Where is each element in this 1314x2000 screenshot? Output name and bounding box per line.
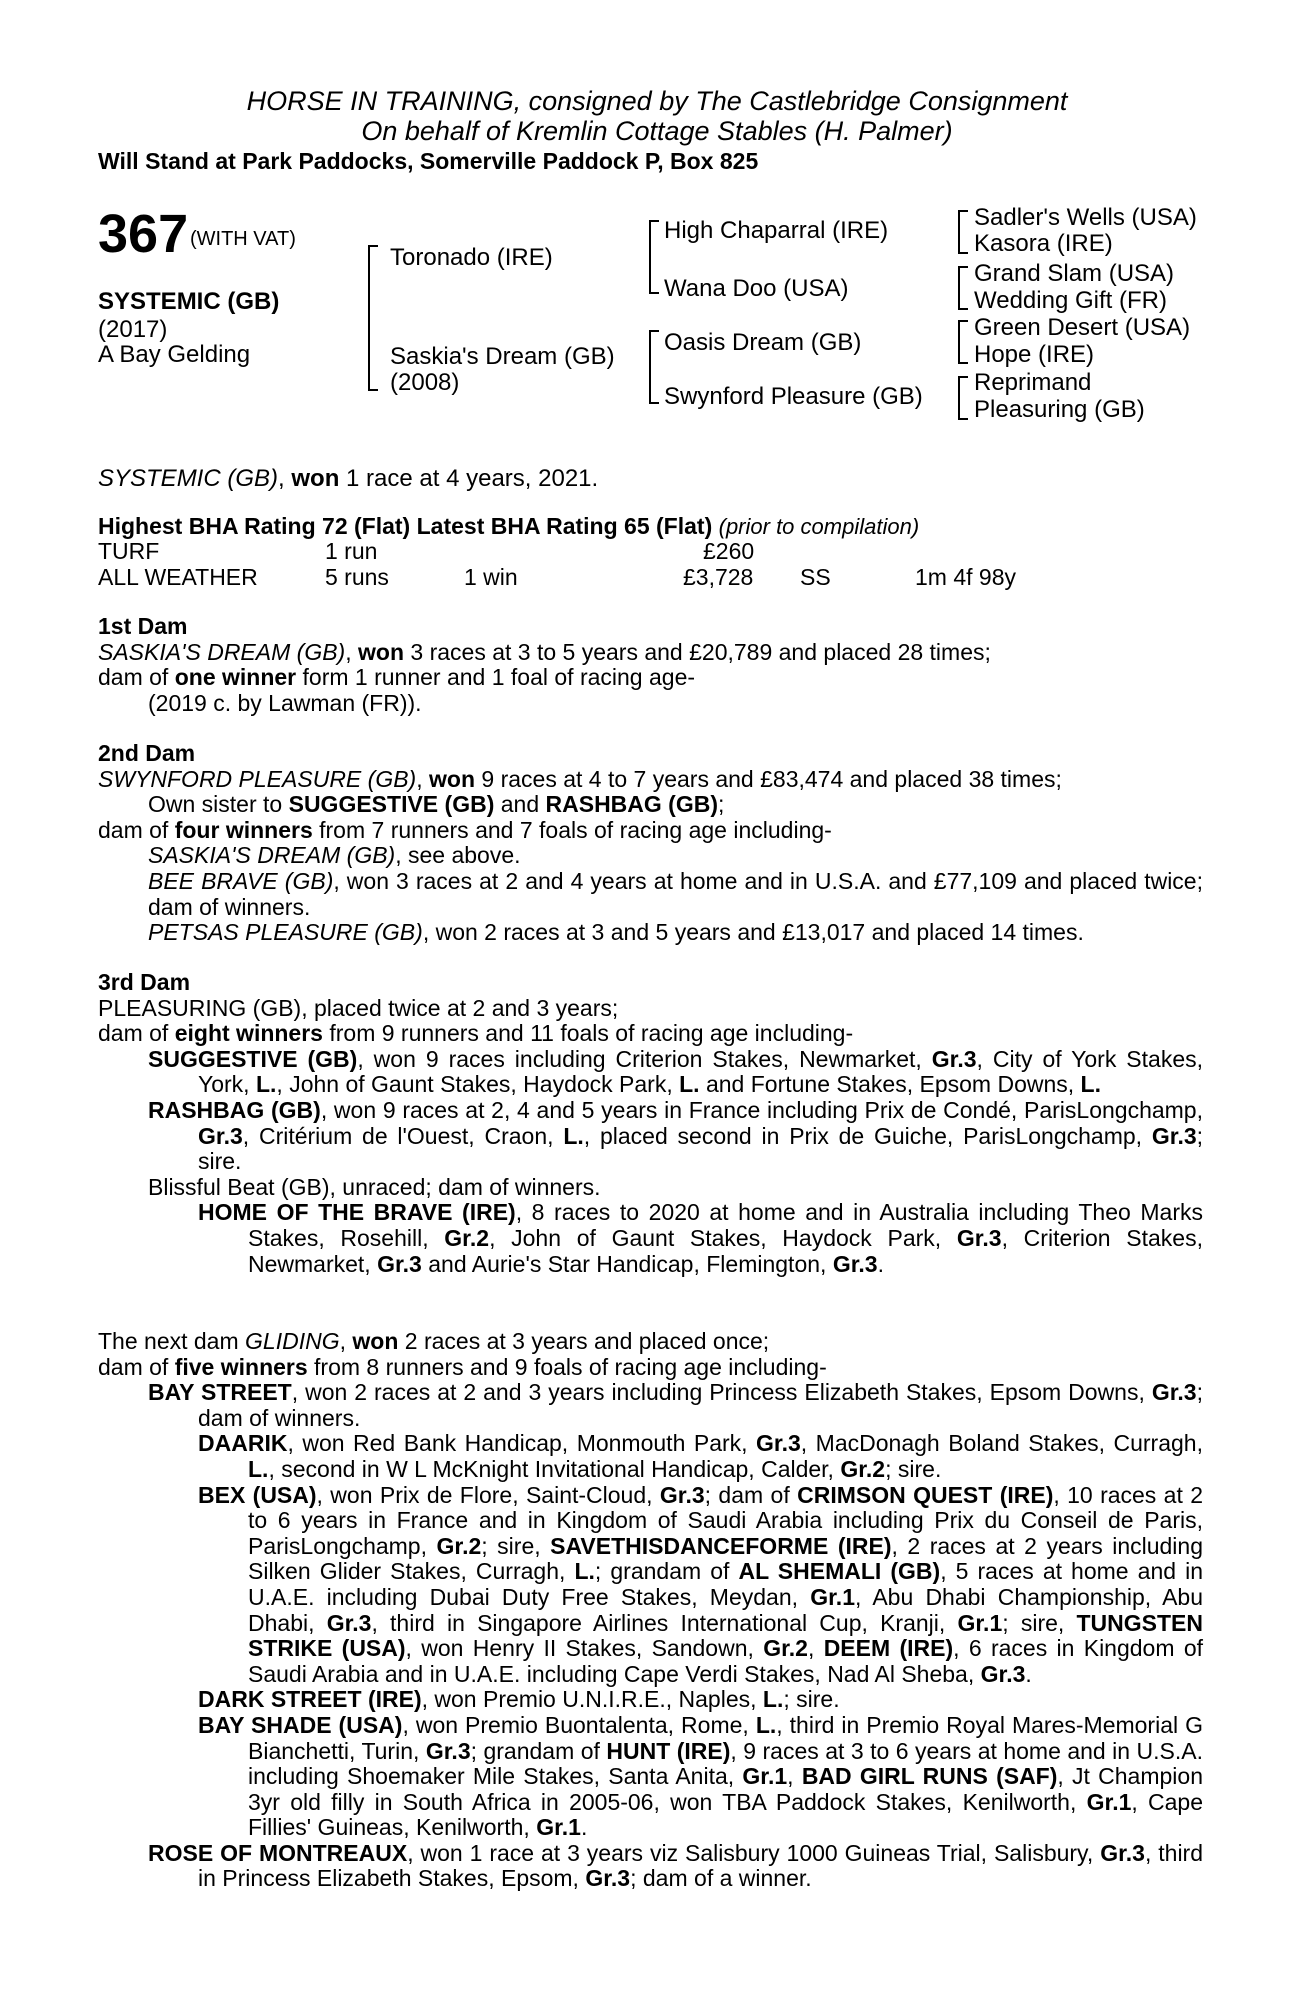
dam-record: SWYNFORD PLEASURE (GB), won 9 races at 4 to 7 years and £83,474 and placed 38 times; [98,765,1062,792]
dam-produce: dam of five winners from 8 runners and 9 foals of racing age including- [98,1353,827,1380]
pedigree-g8: Pleasuring (GB) [974,396,1145,423]
horse-name: SYSTEMIC (GB) [98,288,280,315]
grand-produce-entry: DARK STREET (IRE), won Premio U.N.I.R.E., Naples, L.; sire. [198,1686,840,1713]
pedigree-dam-year: (2008) [390,369,460,396]
pedigree-g7: Reprimand [974,369,1092,396]
produce-entry: BEE BRAVE (GB), won 3 races at 2 and 4 years at home and in U.S.A. and £77,109 and placed twice; dam of winners. [148,867,1203,920]
third-dam-section [98,970,1203,1277]
produce-entry: RASHBAG (GB), won 9 races at 2, 4 and 5 years in France including Prix de Condé, ParisLongchamp, Gr.3, Critérium de l'Ouest, Craon, L., placed second in Prix de Guiche, ParisLongchamp, Gr.3; sire. [148,1096,1204,1175]
bha-ratings: Highest BHA Rating 72 (Flat) Latest BHA Rating 65 (Flat) (prior to compilation) [98,513,920,539]
pedigree-brace [368,245,378,391]
horse-foaling-year: (2017) [98,316,168,343]
dam-produce: dam of eight winners from 9 runners and 11 foals of racing age including- [98,1020,854,1047]
produce-entry: ROSE OF MONTREAUX, won 1 race at 3 years viz Salisbury 1000 Guineas Trial, Salisbury, Gr.3, third in Princess Elizabeth Stakes, Epsom, Gr.3; dam of a winner. [148,1839,1204,1892]
consignor-line: HORSE IN TRAINING, consigned by The Castlebridge Consignment [246,86,1068,116]
section-heading: 3rd Dam [98,969,191,995]
first-dam-section [98,614,1203,716]
dam-record: SASKIA'S DREAM (GB), won 3 races at 3 to 5 years and £20,789 and placed 28 times; [98,638,991,665]
pedigree-brace [958,210,968,254]
pedigree-dam-dam: Swynford Pleasure (GB) [664,383,923,410]
race-summary: SYSTEMIC (GB), won 1 race at 4 years, 2021. [98,465,599,492]
produce-entry: SUGGESTIVE (GB), won 9 races including Criterion Stakes, Newmarket, Gr.3, City of York Stakes, York, L., John of Gaunt Stakes, Haydock Park, L. and Fortune Stakes, Epsom Downs, L. [148,1045,1204,1098]
grand-produce-entry: HOME OF THE BRAVE (IRE), 8 races to 2020 at home and in Australia including Theo Marks Stakes, Rosehill, Gr.2, John of Gaunt Stakes, Haydock Park, Gr.3, Criterion Stakes, Newmarket, Gr.3 and Aurie's Star Handicap, Flemington, Gr.3. [198,1199,1203,1277]
pedigree-brace [958,376,968,420]
next-dam-section [98,1329,1203,1892]
horse-description: A Bay Gelding [98,341,251,368]
record-all-weather: ALL WEATHER 5 runs 1 win £3,728 SS 1m 4f 98y [98,564,1016,590]
foal-entry: (2019 c. by Lawman (FR)). [148,689,422,716]
second-dam-section [98,741,1203,946]
pedigree-brace [649,220,659,294]
pedigree-dam: Saskia's Dream (GB) [390,343,615,370]
pedigree-sire-dam: Wana Doo (USA) [664,275,849,302]
section-heading: 1st Dam [98,613,188,639]
pedigree-g1: Sadler's Wells (USA) [974,204,1197,231]
pedigree-dam-sire: Oasis Dream (GB) [664,329,862,356]
grand-produce-entry: BAY SHADE (USA), won Premio Buontalenta, Rome, L., third in Premio Royal Mares-Memorial G Bianchetti, Turin, Gr.3; grandam of HUNT (IRE), 9 races at 3 to 6 years at home and in U.S.A. including Shoemaker Mile Stakes, Santa Anita, Gr.1, BAD GIRL RUNS (SAF), Jt Champion 3yr old filly in South Africa in 2005-06, won TBA Paddock Stakes, Kenilworth, Gr.1, Cape Fillies' Guineas, Kenilworth, Gr.1. [198,1711,1204,1841]
pedigree-sire-sire: High Chaparral (IRE) [664,217,889,244]
section-heading: 2nd Dam [98,740,196,766]
pedigree-brace [958,266,968,310]
pedigree-g3: Grand Slam (USA) [974,260,1175,287]
produce-entry: Blissful Beat (GB), unraced; dam of winners. [148,1173,601,1200]
pedigree-g2: Kasora (IRE) [974,230,1113,257]
dam-record: The next dam GLIDING, won 2 races at 3 years and placed once; [98,1328,770,1354]
sister-note: Own sister to SUGGESTIVE (GB) and RASHBAG (GB); [148,791,725,818]
pedigree-g5: Green Desert (USA) [974,314,1191,341]
dam-produce: dam of four winners from 7 runners and 7 foals of racing age including- [98,816,832,843]
produce-entry: PETSAS PLEASURE (GB), won 2 races at 3 and 5 years and £13,017 and placed 14 times. [148,919,1084,946]
pedigree-g6: Hope (IRE) [974,341,1095,368]
produce-entry: BAY STREET, won 2 races at 2 and 3 years including Princess Elizabeth Stakes, Epsom Downs, Gr.3; dam of winners. [148,1379,1203,1431]
on-behalf-line: On behalf of Kremlin Cottage Stables (H. Palmer) [361,116,953,146]
pedigree-brace [958,320,968,364]
produce-entry: SASKIA'S DREAM (GB), see above. [148,842,521,869]
grand-produce-entry: BEX (USA), won Prix de Flore, Saint-Cloud, Gr.3; dam of CRIMSON QUEST (IRE), 10 races at 2 to 6 years in France and in Kingdom of Saudi Arabia including Prix du Conseil de Paris, ParisLongchamp, Gr.2; sire, SAVETHISDANCEFORME (IRE), 2 races at 2 years including Silken Glider Stakes, Curragh, L.; grandam of AL SHEMALI (GB), 5 races at home and in U.A.E. including Dubai Duty Free Stakes, Meydan, Gr.1, Abu Dhabi Championship, Abu Dhabi, Gr.3, third in Singapore Airlines International Cup, Kranji, Gr.1; sire, TUNGSTEN STRIKE (USA), won Henry II Stakes, Sandown, Gr.2, DEEM (IRE), 6 races in Kingdom of Saudi Arabia and in U.A.E. including Cape Verdi Stakes, Nad Al Sheba, Gr.3. [198,1481,1204,1687]
grand-produce-entry: DAARIK, won Red Bank Handicap, Monmouth Park, Gr.3, MacDonagh Boland Stakes, Curragh, L., second in W L McKnight Invitational Handicap, Calder, Gr.2; sire. [198,1430,1203,1482]
vat-label: (WITH VAT) [190,228,296,250]
pedigree-brace [649,330,659,404]
dam-record: PLEASURING (GB), placed twice at 2 and 3 years; [98,994,619,1021]
stand-location: Will Stand at Park Paddocks, Somerville Paddock P, Box 825 [98,148,759,174]
pedigree-g4: Wedding Gift (FR) [974,287,1167,314]
pedigree-sire: Toronado (IRE) [390,244,553,271]
record-turf: TURF 1 run £260 [98,538,755,564]
dam-produce: dam of one winner form 1 runner and 1 foal of racing age- [98,664,696,691]
lot-number: 367 [98,204,189,264]
